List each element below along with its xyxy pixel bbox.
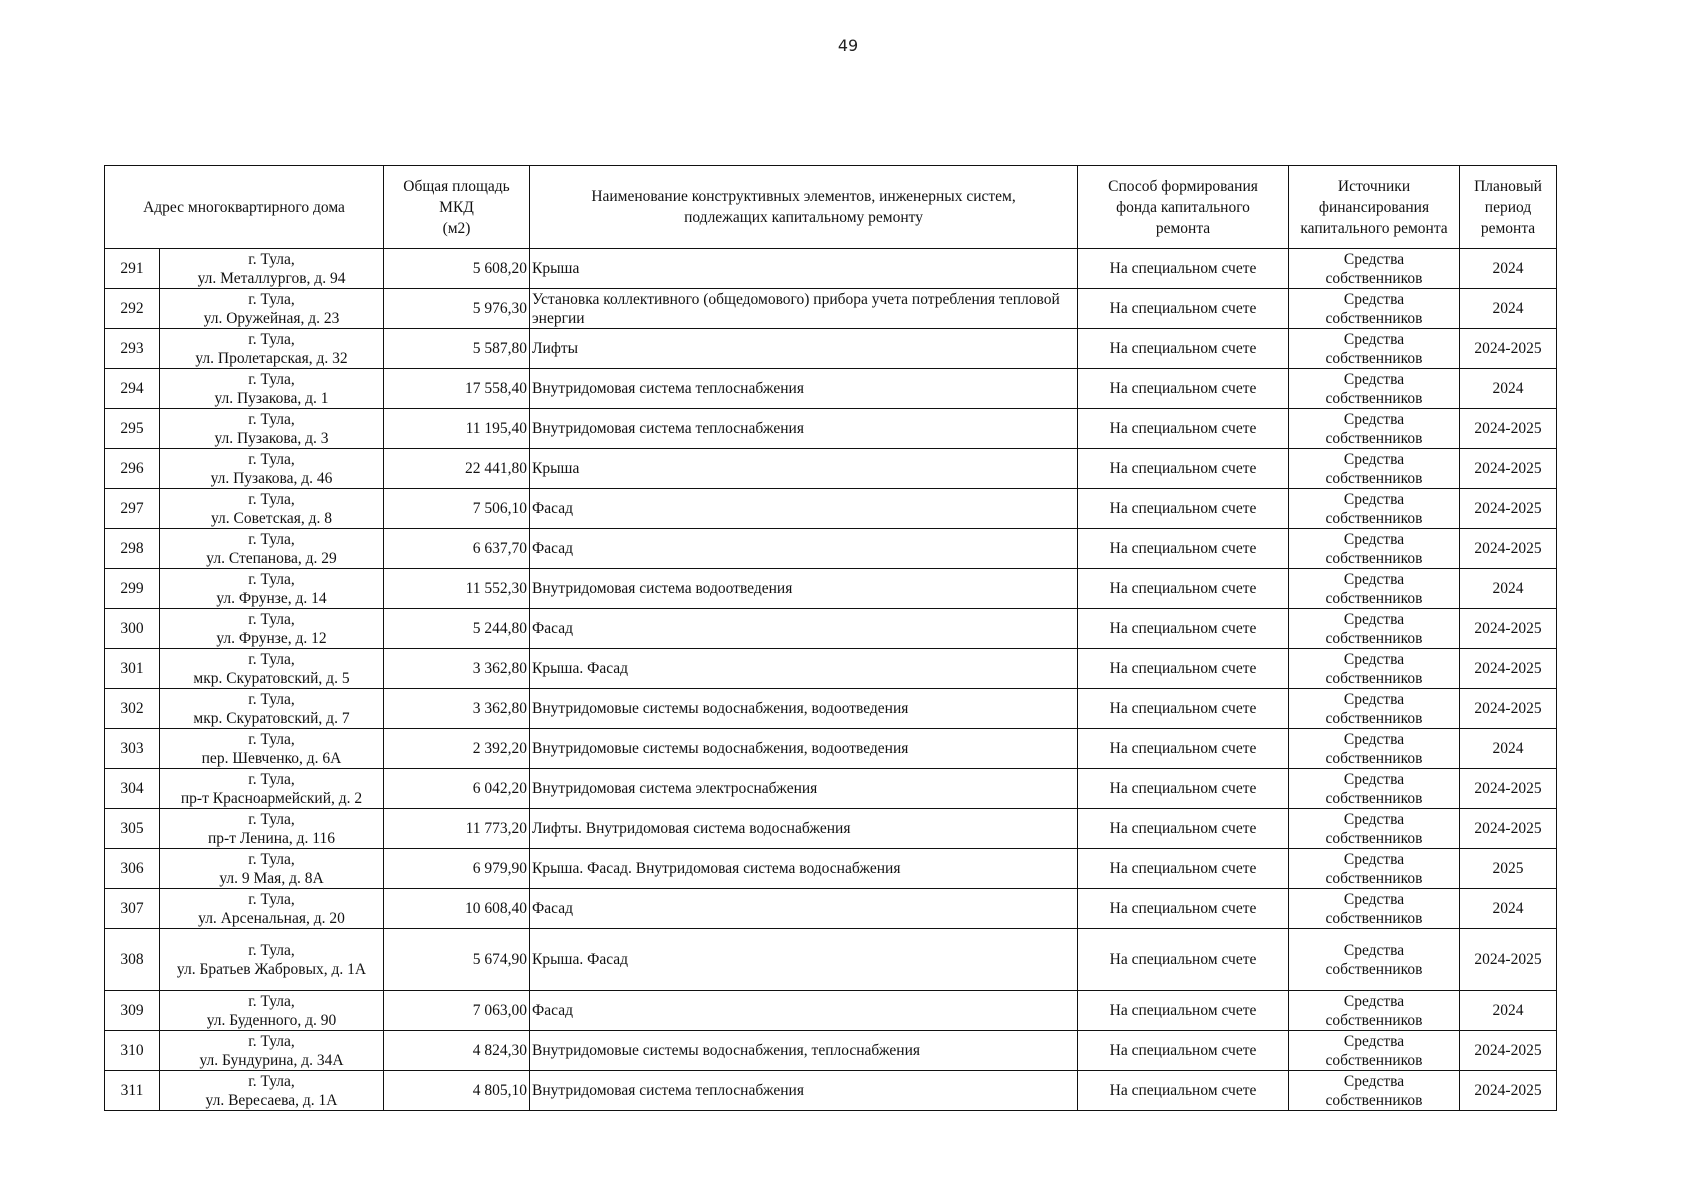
area-cell: 4 824,30 — [384, 1031, 530, 1071]
address-cell — [160, 649, 384, 689]
elements-cell: Внутридомовая система теплоснабжения — [530, 1071, 1078, 1111]
period-cell: 2024-2025 — [1460, 409, 1557, 449]
area-cell: 22 441,80 — [384, 449, 530, 489]
source-line2: собственников — [1325, 429, 1423, 447]
area-cell: 11 773,20 — [384, 809, 530, 849]
elements-cell: Внутридомовая система электроснабжения — [530, 769, 1078, 809]
method-cell: На специальном счете — [1078, 809, 1289, 849]
area-cell: 7 063,00 — [384, 991, 530, 1031]
row-number: 309 — [105, 991, 160, 1031]
area-cell: 11 195,40 — [384, 409, 530, 449]
period-cell: 2024 — [1460, 289, 1557, 329]
area-cell: 5 244,80 — [384, 609, 530, 649]
row-number: 298 — [105, 529, 160, 569]
row-number: 293 — [105, 329, 160, 369]
address-street: ул. Фрунзе, д. 14 — [216, 589, 327, 607]
method-cell: На специальном счете — [1078, 329, 1289, 369]
source-line2: собственников — [1325, 389, 1423, 407]
row-number: 300 — [105, 609, 160, 649]
source-line1: Средства — [1343, 690, 1405, 708]
page-number: 49 — [837, 36, 859, 55]
period-cell: 2024-2025 — [1460, 929, 1557, 991]
source-cell — [1289, 991, 1460, 1031]
method-cell: На специальном счете — [1078, 849, 1289, 889]
address-cell — [160, 569, 384, 609]
area-cell: 3 362,80 — [384, 649, 530, 689]
source-line1: Средства — [1343, 250, 1405, 268]
source-line2: собственников — [1325, 749, 1423, 767]
address-street: ул. Металлургов, д. 94 — [197, 269, 346, 287]
table-body — [105, 249, 1557, 1111]
elements-cell: Крыша. Фасад. Внутридомовая система водоснабжения — [530, 849, 1078, 889]
area-cell: 6 637,70 — [384, 529, 530, 569]
address-city: г. Тула, — [248, 810, 295, 828]
area-cell: 5 976,30 — [384, 289, 530, 329]
source-line2: собственников — [1325, 869, 1423, 887]
source-cell — [1289, 769, 1460, 809]
source-line1: Средства — [1343, 850, 1405, 868]
row-number: 295 — [105, 409, 160, 449]
area-cell: 6 979,90 — [384, 849, 530, 889]
row-number: 301 — [105, 649, 160, 689]
source-line2: собственников — [1325, 589, 1423, 607]
address-cell — [160, 1071, 384, 1111]
area-cell: 6 042,20 — [384, 769, 530, 809]
period-cell: 2024-2025 — [1460, 1071, 1557, 1111]
header-elements: Наименование конструктивных элементов, инженерных систем, подлежащих капитальному ремонту — [530, 166, 1078, 249]
source-line1: Средства — [1343, 770, 1405, 788]
address-cell — [160, 889, 384, 929]
address-city: г. Тула, — [248, 1032, 295, 1050]
address-cell — [160, 809, 384, 849]
source-line2: собственников — [1325, 629, 1423, 647]
address-city: г. Тула, — [248, 690, 295, 708]
elements-cell: Фасад — [530, 489, 1078, 529]
address-street: ул. 9 Мая, д. 8А — [219, 869, 324, 887]
address-city: г. Тула, — [248, 250, 295, 268]
source-cell — [1289, 1031, 1460, 1071]
elements-cell: Лифты — [530, 329, 1078, 369]
address-street: ул. Пролетарская, д. 32 — [195, 349, 348, 367]
header-row — [105, 166, 1557, 249]
address-city: г. Тула, — [248, 290, 295, 308]
source-cell — [1289, 809, 1460, 849]
elements-cell: Внутридомовая система теплоснабжения — [530, 409, 1078, 449]
row-number: 299 — [105, 569, 160, 609]
source-cell — [1289, 889, 1460, 929]
address-street: ул. Советская, д. 8 — [210, 509, 333, 527]
row-number: 303 — [105, 729, 160, 769]
period-cell: 2024 — [1460, 729, 1557, 769]
elements-cell: Фасад — [530, 609, 1078, 649]
table-row — [105, 409, 1557, 449]
method-cell: На специальном счете — [1078, 929, 1289, 991]
table-row — [105, 289, 1557, 329]
source-cell — [1289, 449, 1460, 489]
source-line1: Средства — [1343, 450, 1405, 468]
source-line2: собственников — [1325, 960, 1423, 978]
header-method: Способ формирования фонда капитального ремонта — [1078, 166, 1289, 249]
method-cell: На специальном счете — [1078, 369, 1289, 409]
source-line2: собственников — [1325, 549, 1423, 567]
source-line1: Средства — [1343, 1072, 1405, 1090]
address-street: ул. Пузакова, д. 1 — [214, 389, 329, 407]
elements-cell: Лифты. Внутридомовая система водоснабжения — [530, 809, 1078, 849]
address-city: г. Тула, — [248, 450, 295, 468]
table-row — [105, 569, 1557, 609]
address-cell — [160, 689, 384, 729]
address-city: г. Тула, — [248, 770, 295, 788]
source-cell — [1289, 1071, 1460, 1111]
source-line1: Средства — [1343, 941, 1405, 959]
method-cell: На специальном счете — [1078, 1071, 1289, 1111]
table-row — [105, 649, 1557, 689]
address-street: ул. Пузакова, д. 3 — [214, 429, 329, 447]
table-row — [105, 369, 1557, 409]
method-cell: На специальном счете — [1078, 689, 1289, 729]
area-cell: 10 608,40 — [384, 889, 530, 929]
source-line1: Средства — [1343, 810, 1405, 828]
row-number: 292 — [105, 289, 160, 329]
source-cell — [1289, 489, 1460, 529]
period-cell: 2025 — [1460, 849, 1557, 889]
method-cell: На специальном счете — [1078, 769, 1289, 809]
address-street: ул. Вересаева, д. 1А — [205, 1091, 338, 1109]
address-street: мкр. Скуратовский, д. 7 — [193, 709, 350, 727]
address-city: г. Тула, — [248, 410, 295, 428]
address-street: пр-т Ленина, д. 116 — [208, 829, 335, 847]
address-street: ул. Буденного, д. 90 — [206, 1011, 337, 1029]
method-cell: На специальном счете — [1078, 289, 1289, 329]
source-line2: собственников — [1325, 349, 1423, 367]
method-cell: На специальном счете — [1078, 449, 1289, 489]
row-number: 310 — [105, 1031, 160, 1071]
row-number: 305 — [105, 809, 160, 849]
area-cell: 2 392,20 — [384, 729, 530, 769]
area-cell: 4 805,10 — [384, 1071, 530, 1111]
address-cell — [160, 529, 384, 569]
address-city: г. Тула, — [248, 850, 295, 868]
table-header — [105, 166, 1557, 249]
address-city: г. Тула, — [248, 992, 295, 1010]
elements-cell: Фасад — [530, 991, 1078, 1031]
row-number: 296 — [105, 449, 160, 489]
source-cell — [1289, 609, 1460, 649]
source-line1: Средства — [1343, 370, 1405, 388]
address-cell — [160, 609, 384, 649]
period-cell: 2024-2025 — [1460, 689, 1557, 729]
source-line2: собственников — [1325, 829, 1423, 847]
row-number: 307 — [105, 889, 160, 929]
elements-cell: Фасад — [530, 889, 1078, 929]
table-row — [105, 1031, 1557, 1071]
table-row — [105, 809, 1557, 849]
address-street: ул. Бундурина, д. 34А — [199, 1051, 344, 1069]
elements-cell: Внутридомовые системы водоснабжения, водоотведения — [530, 689, 1078, 729]
method-cell: На специальном счете — [1078, 1031, 1289, 1071]
method-cell: На специальном счете — [1078, 569, 1289, 609]
elements-cell: Внутридомовые системы водоснабжения, теплоснабжения — [530, 1031, 1078, 1071]
address-street: ул. Оружейная, д. 23 — [203, 309, 340, 327]
period-cell: 2024 — [1460, 369, 1557, 409]
address-street: ул. Пузакова, д. 46 — [210, 469, 333, 487]
address-city: г. Тула, — [248, 610, 295, 628]
address-city: г. Тула, — [248, 370, 295, 388]
source-line2: собственников — [1325, 309, 1423, 327]
source-line2: собственников — [1325, 269, 1423, 287]
table-row — [105, 769, 1557, 809]
row-number: 304 — [105, 769, 160, 809]
source-line2: собственников — [1325, 789, 1423, 807]
period-cell: 2024-2025 — [1460, 649, 1557, 689]
area-cell: 11 552,30 — [384, 569, 530, 609]
period-cell: 2024 — [1460, 569, 1557, 609]
table-row — [105, 249, 1557, 289]
address-cell — [160, 849, 384, 889]
source-line1: Средства — [1343, 330, 1405, 348]
row-number: 306 — [105, 849, 160, 889]
method-cell: На специальном счете — [1078, 489, 1289, 529]
period-cell: 2024-2025 — [1460, 329, 1557, 369]
source-line1: Средства — [1343, 730, 1405, 748]
address-cell — [160, 729, 384, 769]
table-row — [105, 489, 1557, 529]
period-cell: 2024-2025 — [1460, 529, 1557, 569]
table-row — [105, 991, 1557, 1031]
row-number: 294 — [105, 369, 160, 409]
table-row — [105, 729, 1557, 769]
source-cell — [1289, 569, 1460, 609]
source-line1: Средства — [1343, 410, 1405, 428]
source-line1: Средства — [1343, 1032, 1405, 1050]
method-cell: На специальном счете — [1078, 991, 1289, 1031]
source-line1: Средства — [1343, 530, 1405, 548]
table-row — [105, 609, 1557, 649]
address-city: г. Тула, — [248, 490, 295, 508]
source-cell — [1289, 249, 1460, 289]
repair-program-table — [104, 165, 1557, 1111]
address-city: г. Тула, — [248, 570, 295, 588]
address-cell — [160, 991, 384, 1031]
source-cell — [1289, 929, 1460, 991]
method-cell: На специальном счете — [1078, 409, 1289, 449]
address-street: пер. Шевченко, д. 6А — [201, 749, 342, 767]
area-cell: 5 674,90 — [384, 929, 530, 991]
elements-cell: Крыша — [530, 249, 1078, 289]
source-line1: Средства — [1343, 610, 1405, 628]
period-cell: 2024 — [1460, 249, 1557, 289]
source-cell — [1289, 409, 1460, 449]
period-cell: 2024-2025 — [1460, 1031, 1557, 1071]
table-row — [105, 689, 1557, 729]
table-row — [105, 449, 1557, 489]
method-cell: На специальном счете — [1078, 609, 1289, 649]
source-cell — [1289, 289, 1460, 329]
address-cell — [160, 769, 384, 809]
area-cell: 5 587,80 — [384, 329, 530, 369]
period-cell: 2024 — [1460, 991, 1557, 1031]
elements-cell: Крыша. Фасад — [530, 649, 1078, 689]
address-city: г. Тула, — [248, 530, 295, 548]
source-line2: собственников — [1325, 1011, 1423, 1029]
area-cell: 3 362,80 — [384, 689, 530, 729]
address-cell — [160, 369, 384, 409]
source-line2: собственников — [1325, 509, 1423, 527]
period-cell: 2024-2025 — [1460, 449, 1557, 489]
address-cell — [160, 449, 384, 489]
method-cell: На специальном счете — [1078, 729, 1289, 769]
table-row — [105, 329, 1557, 369]
area-cell: 17 558,40 — [384, 369, 530, 409]
row-number: 308 — [105, 929, 160, 991]
elements-cell: Фасад — [530, 529, 1078, 569]
address-street: ул. Братьев Жабровых, д. 1А — [176, 960, 367, 978]
address-city: г. Тула, — [248, 941, 295, 959]
header-source: Источники финансирования капитального ремонта — [1289, 166, 1460, 249]
source-line1: Средства — [1343, 290, 1405, 308]
address-cell — [160, 489, 384, 529]
source-cell — [1289, 649, 1460, 689]
address-street: ул. Фрунзе, д. 12 — [216, 629, 327, 647]
row-number: 302 — [105, 689, 160, 729]
table-row — [105, 889, 1557, 929]
source-cell — [1289, 329, 1460, 369]
source-line1: Средства — [1343, 890, 1405, 908]
address-cell — [160, 329, 384, 369]
method-cell: На специальном счете — [1078, 889, 1289, 929]
source-cell — [1289, 529, 1460, 569]
table-row — [105, 929, 1557, 991]
table-row — [105, 1071, 1557, 1111]
source-line1: Средства — [1343, 570, 1405, 588]
period-cell: 2024-2025 — [1460, 489, 1557, 529]
source-line2: собственников — [1325, 669, 1423, 687]
address-city: г. Тула, — [248, 650, 295, 668]
address-street: ул. Степанова, д. 29 — [206, 549, 337, 567]
source-line2: собственников — [1325, 469, 1423, 487]
address-city: г. Тула, — [248, 330, 295, 348]
address-street: мкр. Скуратовский, д. 5 — [193, 669, 350, 687]
area-cell: 5 608,20 — [384, 249, 530, 289]
elements-cell: Крыша — [530, 449, 1078, 489]
source-line1: Средства — [1343, 992, 1405, 1010]
source-line2: собственников — [1325, 709, 1423, 727]
address-street: пр-т Красноармейский, д. 2 — [180, 789, 363, 807]
period-cell: 2024 — [1460, 889, 1557, 929]
source-line2: собственников — [1325, 1091, 1423, 1109]
address-city: г. Тула, — [248, 730, 295, 748]
source-line1: Средства — [1343, 650, 1405, 668]
source-cell — [1289, 849, 1460, 889]
address-cell — [160, 929, 384, 991]
method-cell: На специальном счете — [1078, 649, 1289, 689]
method-cell: На специальном счете — [1078, 249, 1289, 289]
elements-cell: Внутридомовая система теплоснабжения — [530, 369, 1078, 409]
address-cell — [160, 289, 384, 329]
area-cell: 7 506,10 — [384, 489, 530, 529]
period-cell: 2024-2025 — [1460, 769, 1557, 809]
address-street: ул. Арсенальная, д. 20 — [198, 909, 345, 927]
row-number: 311 — [105, 1071, 160, 1111]
source-line2: собственников — [1325, 1051, 1423, 1069]
elements-cell: Крыша. Фасад — [530, 929, 1078, 991]
address-city: г. Тула, — [248, 1072, 295, 1090]
method-cell: На специальном счете — [1078, 529, 1289, 569]
header-address: Адрес многоквартирного дома — [105, 166, 384, 249]
table-row — [105, 849, 1557, 889]
elements-cell: Установка коллективного (общедомового) прибора учета потребления тепловой энергии — [530, 289, 1078, 329]
header-period: Плановый период ремонта — [1460, 166, 1557, 249]
source-cell — [1289, 689, 1460, 729]
source-line1: Средства — [1343, 490, 1405, 508]
source-line2: собственников — [1325, 909, 1423, 927]
address-cell — [160, 409, 384, 449]
table-row — [105, 529, 1557, 569]
address-city: г. Тула, — [248, 890, 295, 908]
source-cell — [1289, 729, 1460, 769]
period-cell: 2024-2025 — [1460, 609, 1557, 649]
elements-cell: Внутридомовая система водоотведения — [530, 569, 1078, 609]
row-number: 291 — [105, 249, 160, 289]
header-area: Общая площадь МКД (м2) — [384, 166, 530, 249]
address-cell — [160, 249, 384, 289]
row-number: 297 — [105, 489, 160, 529]
elements-cell: Внутридомовые системы водоснабжения, водоотведения — [530, 729, 1078, 769]
source-cell — [1289, 369, 1460, 409]
address-cell — [160, 1031, 384, 1071]
period-cell: 2024-2025 — [1460, 809, 1557, 849]
